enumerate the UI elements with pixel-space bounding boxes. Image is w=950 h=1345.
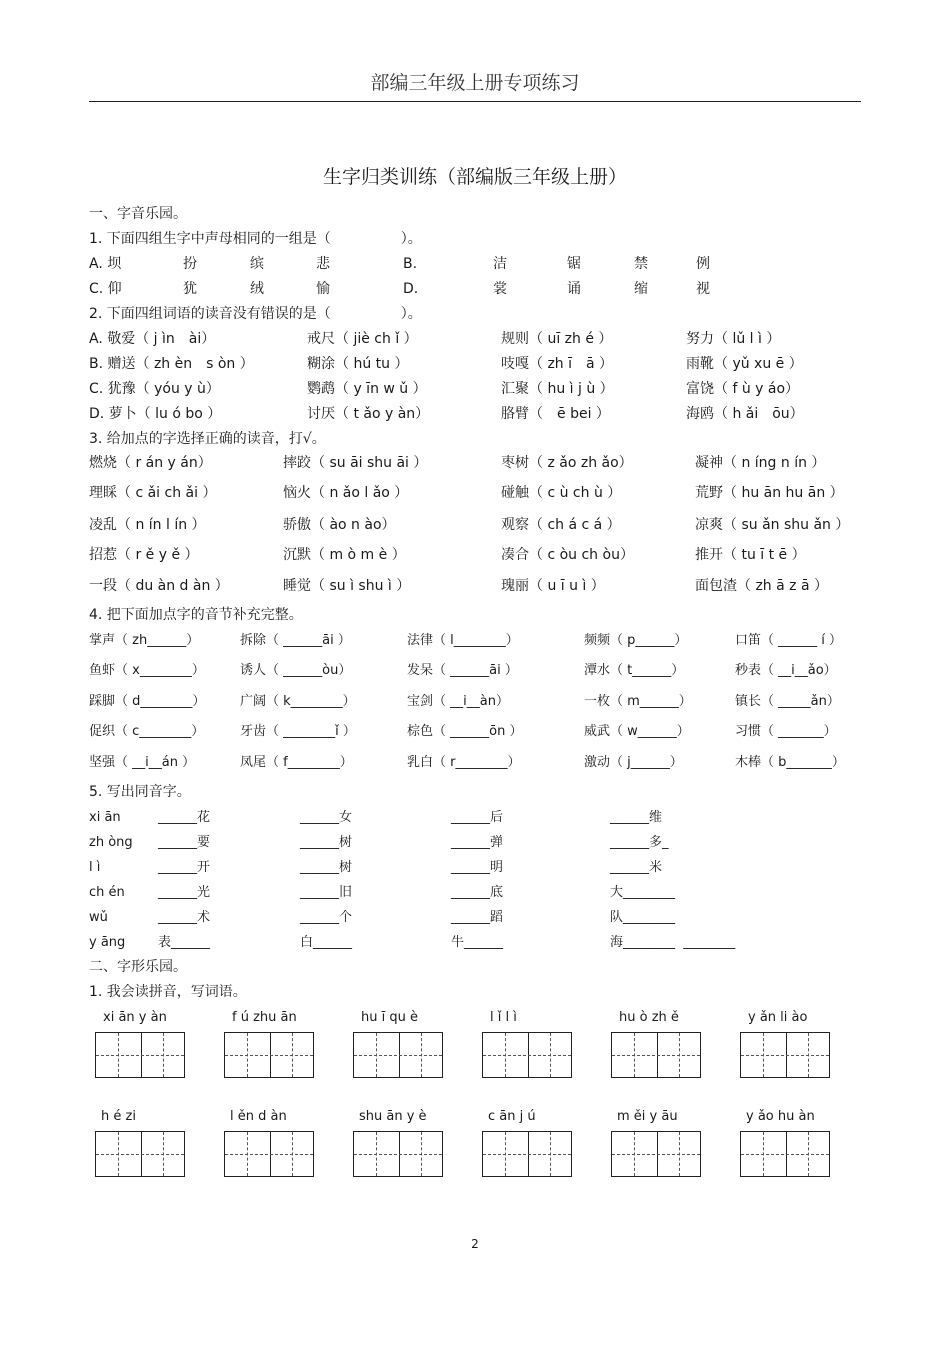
syllable-fill-item: 口笛（ ______ í ） — [735, 633, 843, 648]
homophone-blank: ______个 — [300, 910, 353, 925]
pinyin-label: zh òng — [89, 835, 133, 850]
syllable-fill-item: 镇长（ _____ǎn） — [735, 694, 840, 709]
homophone-blank: 海________ ________ — [610, 935, 736, 950]
syllable-fill-item: 威武（ w______） — [584, 724, 690, 739]
tianzige-box[interactable] — [740, 1131, 830, 1177]
choice-item: 裳 — [493, 281, 507, 297]
pinyin-prompt: f ú zhu ān — [232, 1010, 297, 1025]
pinyin-label: l ì — [89, 860, 101, 875]
homophone-blank: ______维 — [610, 810, 663, 825]
tianzige-box[interactable] — [611, 1032, 701, 1078]
pinyin-choice-item: 一段（ du àn d àn ） — [89, 578, 229, 594]
word-pinyin-item: 雨靴（ yǔ xu ē ） — [686, 356, 803, 372]
pinyin-choice-item: 观察（ ch á c á ） — [501, 517, 621, 533]
syllable-fill-item: 秒表（ __i__ǎo） — [735, 663, 837, 678]
homophone-blank: ______明 — [451, 860, 504, 875]
syllable-fill-item: 激动（ j______） — [584, 755, 683, 770]
tianzige-box[interactable] — [482, 1032, 572, 1078]
word-pinyin-item: 汇聚（ hu ì j ù ） — [501, 381, 614, 397]
pinyin-choice-item: 凑合（ c òu ch òu） — [501, 547, 634, 563]
syllable-fill-item: 拆除（ ______āi ） — [240, 633, 351, 648]
question-5-prompt: 5. 写出同音字。 — [89, 784, 191, 800]
syllable-fill-item: 坚强（ __i__án ） — [89, 755, 196, 770]
word-pinyin-item: 鹦鹉（ y īn w ǔ ） — [307, 381, 427, 397]
syllable-fill-item: 频频（ p______） — [584, 633, 688, 648]
choice-item: D. — [403, 281, 419, 297]
choice-item: 锯 — [567, 256, 581, 272]
syllable-fill-item: 鱼虾（ x________） — [89, 663, 205, 678]
choice-item: 缩 — [634, 281, 648, 297]
pinyin-prompt: y ǎo hu àn — [746, 1109, 815, 1124]
homophone-blank: 牛______ — [451, 935, 504, 950]
pinyin-label: wǔ — [89, 910, 108, 925]
homophone-blank: ______要 — [158, 835, 211, 850]
syllable-fill-item: 掌声（ zh______） — [89, 633, 200, 648]
pinyin-prompt: l ěn d àn — [230, 1109, 287, 1124]
word-pinyin-item: 胳臂（ ē bei ） — [501, 406, 610, 422]
pinyin-label: ch én — [89, 885, 125, 900]
syllable-fill-item: 一枚（ m______） — [584, 694, 692, 709]
homophone-blank: ______术 — [158, 910, 211, 925]
word-pinyin-item: 海鸥（ h ǎi ōu） — [686, 406, 804, 422]
pinyin-prompt: c ān j ú — [488, 1109, 536, 1124]
pinyin-choice-item: 恼火（ n ǎo l ǎo ） — [283, 485, 409, 501]
choice-item: 绒 — [250, 281, 264, 297]
document-title: 生字归类训练（部编版三年级上册） — [322, 166, 627, 188]
question-3-prompt: 3. 给加点的字选择正确的读音，打√。 — [89, 431, 326, 447]
pinyin-choice-item: 理睬（ c ǎi ch ǎi ） — [89, 485, 217, 501]
pinyin-choice-item: 沉默（ m ò m è ） — [283, 547, 406, 563]
homophone-blank: ______后 — [451, 810, 504, 825]
pinyin-choice-item: 瑰丽（ u ī u ì ） — [501, 578, 605, 594]
choice-item: 禁 — [634, 256, 648, 272]
pinyin-choice-item: 枣树（ z ǎo zh ǎo） — [501, 455, 633, 471]
pinyin-prompt: y ǎn li ào — [748, 1010, 808, 1025]
section-2-question-1-prompt: 1. 我会读拼音，写词语。 — [89, 984, 247, 1000]
word-pinyin-item: D. 萝卜（ lu ó bo ） — [89, 406, 222, 422]
pinyin-choice-item: 凌乱（ n ín l ín ） — [89, 517, 206, 533]
pinyin-choice-item: 荒野（ hu ān hu ān ） — [695, 485, 844, 501]
word-pinyin-item: 规则（ uī zh é ） — [501, 331, 613, 347]
syllable-fill-item: 广阔（ k________） — [240, 694, 356, 709]
pinyin-prompt: hu ī qu è — [361, 1010, 418, 1025]
homophone-blank: 队________ — [610, 910, 676, 925]
syllable-fill-item: 凤尾（ f________） — [240, 755, 353, 770]
pinyin-choice-item: 凝神（ n íng n ín ） — [695, 455, 826, 471]
header-divider — [89, 101, 861, 102]
tianzige-box[interactable] — [740, 1032, 830, 1078]
pinyin-choice-item: 骄傲（ ào n ào） — [283, 517, 396, 533]
word-pinyin-item: 糊涂（ hú tu ） — [307, 356, 409, 372]
question-1-prompt: 1. 下面四组生字中声母相同的一组是（ ）。 — [89, 231, 422, 247]
pinyin-choice-item: 推开（ tu ī t ē ） — [695, 547, 806, 563]
choice-item: A. 坝 — [89, 256, 122, 272]
section-title-character-form: 二、字形乐园。 — [89, 959, 187, 975]
choice-item: 诵 — [567, 281, 581, 297]
choice-item: 洁 — [493, 256, 507, 272]
choice-item: 愉 — [316, 281, 330, 297]
word-pinyin-item: 戒尺（ jiè ch ǐ ） — [307, 331, 418, 347]
pinyin-prompt: xi ān y àn — [103, 1010, 167, 1025]
homophone-blank: ______女 — [300, 810, 353, 825]
choice-item: 缤 — [250, 256, 264, 272]
tianzige-box[interactable] — [95, 1032, 185, 1078]
pinyin-label: xi ān — [89, 810, 121, 825]
word-pinyin-item: 讨厌（ t ǎo y àn） — [307, 406, 430, 422]
homophone-blank: ______开 — [158, 860, 211, 875]
tianzige-box[interactable] — [95, 1131, 185, 1177]
word-pinyin-item: B. 赠送（ zh èn s òn ） — [89, 356, 254, 372]
question-2-prompt: 2. 下面四组词语的读音没有错误的是（ ）。 — [89, 306, 422, 322]
homophone-blank: 大________ — [610, 885, 676, 900]
syllable-fill-item: 诱人（ ______òu） — [240, 663, 352, 678]
word-pinyin-item: A. 敬爱（ j ìn ài） — [89, 331, 216, 347]
syllable-fill-item: 宝剑（ __i__àn） — [407, 694, 509, 709]
choice-item: 犹 — [183, 281, 197, 297]
pinyin-label: y āng — [89, 935, 126, 950]
pinyin-choice-item: 燃烧（ r án y án） — [89, 455, 212, 471]
pinyin-choice-item: 凉爽（ su ǎn shu ǎn ） — [695, 517, 850, 533]
syllable-fill-item: 习惯（ _______） — [735, 724, 837, 739]
homophone-blank: ______树 — [300, 860, 353, 875]
homophone-blank: ______弹 — [451, 835, 504, 850]
word-pinyin-item: C. 犹豫（ yóu y ù） — [89, 381, 220, 397]
syllable-fill-item: 潭水（ t______） — [584, 663, 685, 678]
choice-item: 悲 — [316, 256, 330, 272]
syllable-fill-item: 棕色（ ______ōn ） — [407, 724, 523, 739]
syllable-fill-item: 乳白（ r________） — [407, 755, 521, 770]
question-4-prompt: 4. 把下面加点字的音节补充完整。 — [89, 607, 303, 623]
choice-item: 视 — [696, 281, 710, 297]
word-pinyin-item: 吱嘎（ zh ī ā ） — [501, 356, 614, 372]
tianzige-box[interactable] — [353, 1032, 443, 1078]
homophone-blank: ______蹈 — [451, 910, 504, 925]
pinyin-prompt: l ǐ l ì — [490, 1010, 517, 1025]
word-pinyin-item: 富饶（ f ù y áo） — [686, 381, 800, 397]
homophone-blank: ______树 — [300, 835, 353, 850]
homophone-blank: ______米 — [610, 860, 663, 875]
pinyin-choice-item: 睡觉（ su ì shu ì ） — [283, 578, 411, 594]
syllable-fill-item: 发呆（ ______āi ） — [407, 663, 518, 678]
homophone-blank: 白______ — [300, 935, 353, 950]
syllable-fill-item: 促织（ c________） — [89, 724, 205, 739]
word-pinyin-item: 努力（ lǔ l ì ） — [686, 331, 781, 347]
syllable-fill-item: 木棒（ b_______） — [735, 755, 845, 770]
pinyin-prompt: m ěi y āu — [617, 1109, 678, 1124]
pinyin-prompt: shu ān y è — [359, 1109, 427, 1124]
tianzige-box[interactable] — [224, 1131, 314, 1177]
pinyin-choice-item: 碰触（ c ù ch ù ） — [501, 485, 622, 501]
syllable-fill-item: 牙齿（ ________ǐ ） — [240, 724, 356, 739]
section-title-pronunciation: 一、字音乐园。 — [89, 206, 187, 222]
choice-item: C. 仰 — [89, 281, 122, 297]
page-header-title: 部编三年级上册专项练习 — [370, 72, 580, 94]
choice-item: 例 — [696, 256, 710, 272]
syllable-fill-item: 踩脚（ d________） — [89, 694, 206, 709]
homophone-blank: ______花 — [158, 810, 211, 825]
tianzige-box[interactable] — [611, 1131, 701, 1177]
pinyin-prompt: h é zi — [101, 1109, 136, 1124]
page-number: 2 — [471, 1237, 479, 1251]
pinyin-choice-item: 招惹（ r ě y ě ） — [89, 547, 199, 563]
choice-item: 扮 — [183, 256, 197, 272]
pinyin-choice-item: 面包渣（ zh ā z ā ） — [695, 578, 828, 594]
syllable-fill-item: 法律（ l________） — [407, 633, 519, 648]
tianzige-box[interactable] — [224, 1032, 314, 1078]
pinyin-choice-item: 摔跤（ su āi shu āi ） — [283, 455, 428, 471]
homophone-blank: ______多_ — [610, 835, 669, 850]
pinyin-prompt: hu ò zh ě — [619, 1010, 679, 1025]
choice-item: B. — [403, 256, 418, 272]
homophone-blank: ______光 — [158, 885, 211, 900]
tianzige-box[interactable] — [353, 1131, 443, 1177]
homophone-blank: 表______ — [158, 935, 211, 950]
tianzige-box[interactable] — [482, 1131, 572, 1177]
homophone-blank: ______旧 — [300, 885, 353, 900]
homophone-blank: ______底 — [451, 885, 504, 900]
